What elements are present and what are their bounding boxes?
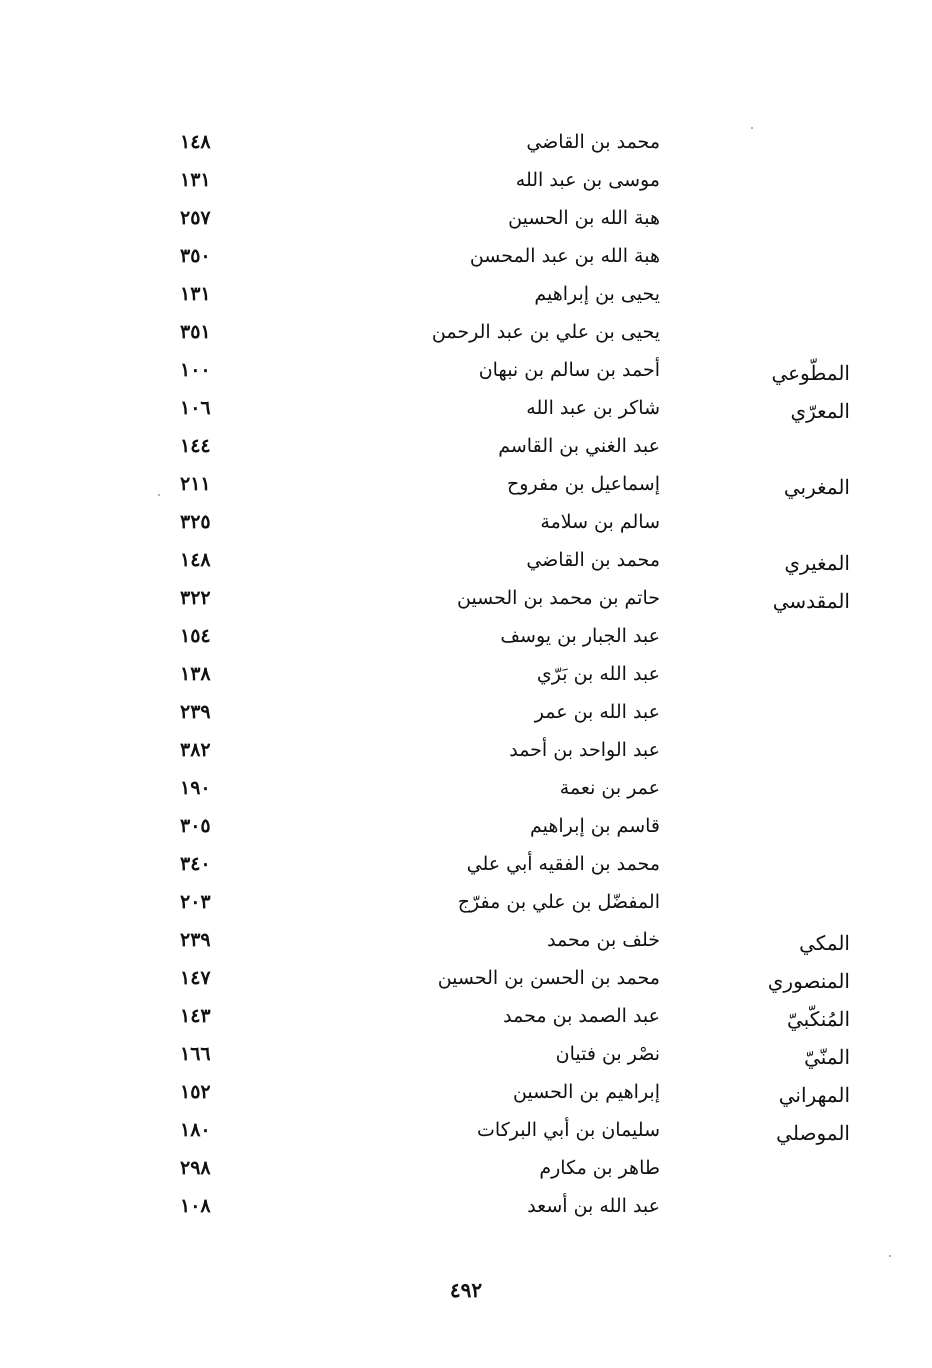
page-reference: ١٩٠ bbox=[180, 777, 211, 799]
list-item bbox=[150, 924, 850, 962]
list-item bbox=[150, 430, 850, 468]
nisba-label: المنّيّ bbox=[804, 1045, 850, 1069]
person-name: محمد بن الفقيه أبي علي bbox=[466, 853, 660, 875]
list-item bbox=[150, 696, 850, 734]
list-item bbox=[150, 126, 850, 164]
page-reference: ١٤٧ bbox=[180, 967, 211, 989]
page-reference: ٢٥٧ bbox=[180, 207, 211, 229]
page-reference: ٣٥١ bbox=[180, 321, 211, 343]
person-name: طاهر بن مكارم bbox=[539, 1157, 660, 1179]
page-reference: ٣٢٥ bbox=[180, 511, 211, 533]
list-item bbox=[150, 316, 850, 354]
list-item bbox=[150, 886, 850, 924]
list-item bbox=[150, 734, 850, 772]
person-name: خلف بن محمد bbox=[547, 929, 660, 951]
nisba-label: المغيري bbox=[784, 551, 850, 575]
list-item bbox=[150, 1076, 850, 1114]
nisba-label: المعرّي bbox=[790, 399, 850, 423]
list-item bbox=[150, 962, 850, 1000]
person-name: أحمد بن سالم بن نبهان bbox=[478, 359, 660, 381]
page-reference: ١٦٦ bbox=[180, 1043, 211, 1065]
person-name: سالم بن سلامة bbox=[540, 511, 660, 533]
nisba-label: المُنكّبيّ bbox=[787, 1007, 850, 1031]
list-item bbox=[150, 468, 850, 506]
person-name: محمد بن الحسن بن الحسين bbox=[437, 967, 660, 989]
person-name: قاسم بن إبراهيم bbox=[530, 815, 660, 837]
nisba-label: الموصلي bbox=[776, 1121, 850, 1145]
list-item bbox=[150, 544, 850, 582]
person-name: عبد الله بن أسعد bbox=[527, 1195, 660, 1217]
person-name: عبد الجبار بن يوسف bbox=[500, 625, 660, 647]
page-reference: ٣٠٥ bbox=[180, 815, 211, 837]
list-item bbox=[150, 202, 850, 240]
person-name: هبة الله بن عبد المحسن bbox=[469, 245, 660, 267]
list-item bbox=[150, 164, 850, 202]
page-number: ٤٩٢ bbox=[449, 1278, 483, 1302]
person-name: يحيى بن إبراهيم bbox=[534, 283, 660, 305]
list-item bbox=[150, 354, 850, 392]
list-item bbox=[150, 1038, 850, 1076]
page-reference: ٢٣٩ bbox=[180, 701, 211, 723]
list-item bbox=[150, 240, 850, 278]
list-item bbox=[150, 1190, 850, 1228]
person-name: سليمان بن أبي البركات bbox=[477, 1119, 660, 1141]
page-reference: ١٥٢ bbox=[180, 1081, 211, 1103]
list-item bbox=[150, 658, 850, 696]
person-name: عبد الواحد بن أحمد bbox=[509, 739, 660, 761]
person-name: عمر بن نعمة bbox=[559, 777, 660, 799]
page-reference: ١٠٦ bbox=[180, 397, 211, 419]
page-reference: ١٠٠ bbox=[180, 359, 211, 381]
person-name: عبد الغني بن القاسم bbox=[498, 435, 660, 457]
nisba-label: المغربي bbox=[783, 475, 850, 499]
page-reference: ٣٢٢ bbox=[180, 587, 211, 609]
person-name: إسماعيل بن مفروح bbox=[507, 473, 660, 495]
person-name: المفضّل بن علي بن مفرّج bbox=[457, 891, 660, 913]
person-name: موسى بن عبد الله bbox=[515, 169, 660, 191]
list-item bbox=[150, 848, 850, 886]
person-name: عبد الله بن عمر bbox=[534, 701, 660, 723]
page-reference: ١٠٨ bbox=[180, 1195, 211, 1217]
list-item bbox=[150, 1000, 850, 1038]
person-name: شاكر بن عبد الله bbox=[526, 397, 660, 419]
scan-speck bbox=[751, 127, 753, 129]
page-reference: ١٣١ bbox=[180, 169, 211, 191]
list-item bbox=[150, 1114, 850, 1152]
person-name: محمد بن القاضي bbox=[526, 549, 660, 571]
nisba-label: المطّوعي bbox=[771, 361, 850, 385]
person-name: عبد الله بن بَرّي bbox=[536, 663, 660, 685]
page-reference: ٢٠٣ bbox=[180, 891, 211, 913]
person-name: يحيى بن علي بن عبد الرحمن bbox=[431, 321, 660, 343]
page-reference: ٣٥٠ bbox=[180, 245, 211, 267]
page-reference: ١٤٤ bbox=[180, 435, 211, 457]
scan-speck bbox=[158, 494, 160, 496]
page-reference: ٣٤٠ bbox=[180, 853, 211, 875]
list-item bbox=[150, 392, 850, 430]
scan-speck bbox=[889, 1255, 891, 1257]
person-name: محمد بن القاضي bbox=[526, 131, 660, 153]
page-reference: ١٨٠ bbox=[180, 1119, 211, 1141]
list-item bbox=[150, 278, 850, 316]
list-item bbox=[150, 772, 850, 810]
page-reference: ٢١١ bbox=[180, 473, 211, 495]
page-reference: ١٤٣ bbox=[180, 1005, 211, 1027]
person-name: نصْر بن فتيان bbox=[555, 1043, 660, 1065]
person-name: هبة الله بن الحسين bbox=[508, 207, 660, 229]
page-reference: ٢٩٨ bbox=[180, 1157, 211, 1179]
page-reference: ١٤٨ bbox=[180, 131, 211, 153]
page-reference: ٢٣٩ bbox=[180, 929, 211, 951]
nisba-label: المقدسي bbox=[772, 589, 850, 613]
person-name: عبد الصمد بن محمد bbox=[503, 1005, 660, 1027]
list-item bbox=[150, 810, 850, 848]
nisba-label: المنصوري bbox=[767, 969, 850, 993]
page-reference: ١٣٨ bbox=[180, 663, 211, 685]
list-item bbox=[150, 506, 850, 544]
nisba-label: المكي bbox=[799, 931, 850, 955]
nisba-label: المهراني bbox=[778, 1083, 850, 1107]
person-name: حاتم بن محمد بن الحسين bbox=[456, 587, 660, 609]
list-item bbox=[150, 1152, 850, 1190]
person-name: إبراهيم بن الحسين bbox=[512, 1081, 660, 1103]
page-reference: ٣٨٢ bbox=[180, 739, 211, 761]
page-reference: ١٥٤ bbox=[180, 625, 211, 647]
list-item bbox=[150, 582, 850, 620]
page-reference: ١٣١ bbox=[180, 283, 211, 305]
list-item bbox=[150, 620, 850, 658]
page-reference: ١٤٨ bbox=[180, 549, 211, 571]
